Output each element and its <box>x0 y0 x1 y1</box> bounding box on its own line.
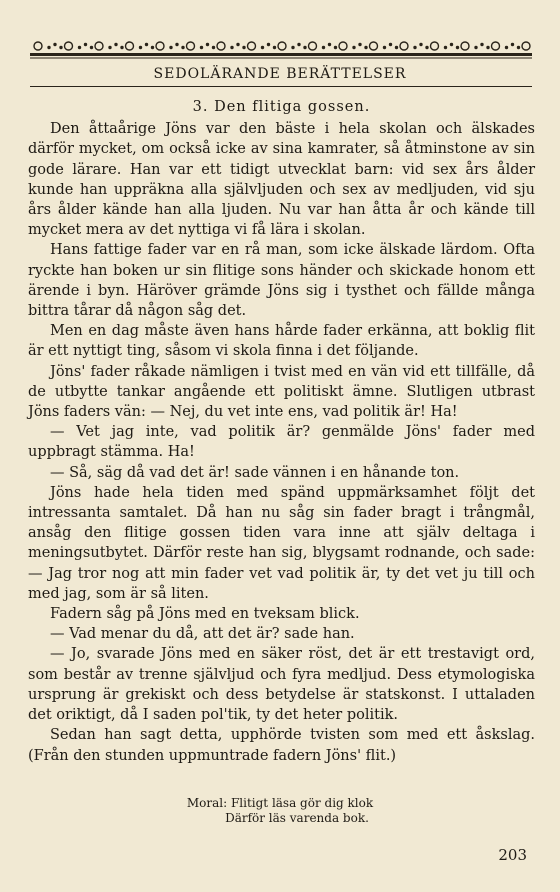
running-head: SEDOLÄRANDE BERÄTTELSER <box>153 66 407 82</box>
paragraph: Jöns hade hela tiden med spänd uppmärksamhet följt det intressanta samtalet. Då han nu såg sin fader bragt i trångmål, ansåg den flitige gossen tiden vara inne att själv deltaga i meningsutbytet. Därför reste han sig, blygsamt rodnande, och sade: — Jag tror nog att min fader vet vad politik är, ty det vet ju till och med jag, som är så liten. <box>28 484 535 602</box>
moral-block <box>0 796 560 826</box>
paragraph: — Vad menar du då, att det är? sade han. <box>50 626 355 643</box>
moral-line: Moral: Flitigt läsa gör dig klok <box>186 796 374 810</box>
paragraph: Men en dag måste även hans hårde fader erkänna, att boklig flit är ett nyttigt ting, såsom vi skola finna i det följande. <box>28 323 535 360</box>
chapter-body <box>28 97 535 766</box>
paragraph: — Jo, svarade Jöns med en säker röst, det är ett trestavigt ord, som består av trenne självljud och fyra medljud. Dess etymologiska ursprung är grekiskt och dess betydelse är statskonst. I uttaladen det oriktigt, då I saden pol'tik, ty det heter politik. <box>28 646 535 724</box>
chapter-title: 3. Den flitiga gossen. <box>192 99 371 115</box>
page-number: 203 <box>498 846 527 864</box>
paragraph: Den åttaårige Jöns var den bäste i hela skolan och älskades därför mycket, om också icke av sina kamrater, så åtminstone av sin gode lärare. Han var ett tidigt utvecklat barn: vid sex års ålder kunde han uppräkna alla självljuden och sex av medljuden, vid sju års ålder kände han alla ljuden. Nu var han åtta år och kände till mycket mera av det nyttiga vi få lära i skolan. <box>28 121 535 239</box>
paragraph: Jöns' fader råkade nämligen i tvist med en vän vid ett tillfälle, då de utbytte tankar angående ett politiskt ämne. Slutligen utbrast Jöns faders vän: — Nej, du vet inte ens, vad politik är! Ha! <box>28 363 535 421</box>
paragraph: — Så, säg då vad det är! sade vännen i en hånande ton. <box>50 464 460 481</box>
paragraph: Sedan han sagt detta, upphörde tvisten som med ett åskslag. (Från den stunden uppmuntrade fadern Jöns' flit.) <box>28 727 535 764</box>
paragraph: — Vet jag inte, vad politik är? genmälde Jöns' fader med uppbragt stämma. Ha! <box>28 424 535 461</box>
moral-line: Därför läs varenda bok. <box>225 811 369 825</box>
header-rule <box>30 86 532 87</box>
paragraph: Hans fattige fader var en rå man, som icke älskade lärdom. Ofta ryckte han boken ur sin flitige sons händer och skickade honom ett ärende i byn. Häröver grämde Jöns sig i tysthet och fällde många bittra tårar då någon såg det. <box>28 242 535 320</box>
header-ornament <box>30 38 532 60</box>
paragraph: Fadern såg på Jöns med en tveksam blick. <box>50 606 360 623</box>
